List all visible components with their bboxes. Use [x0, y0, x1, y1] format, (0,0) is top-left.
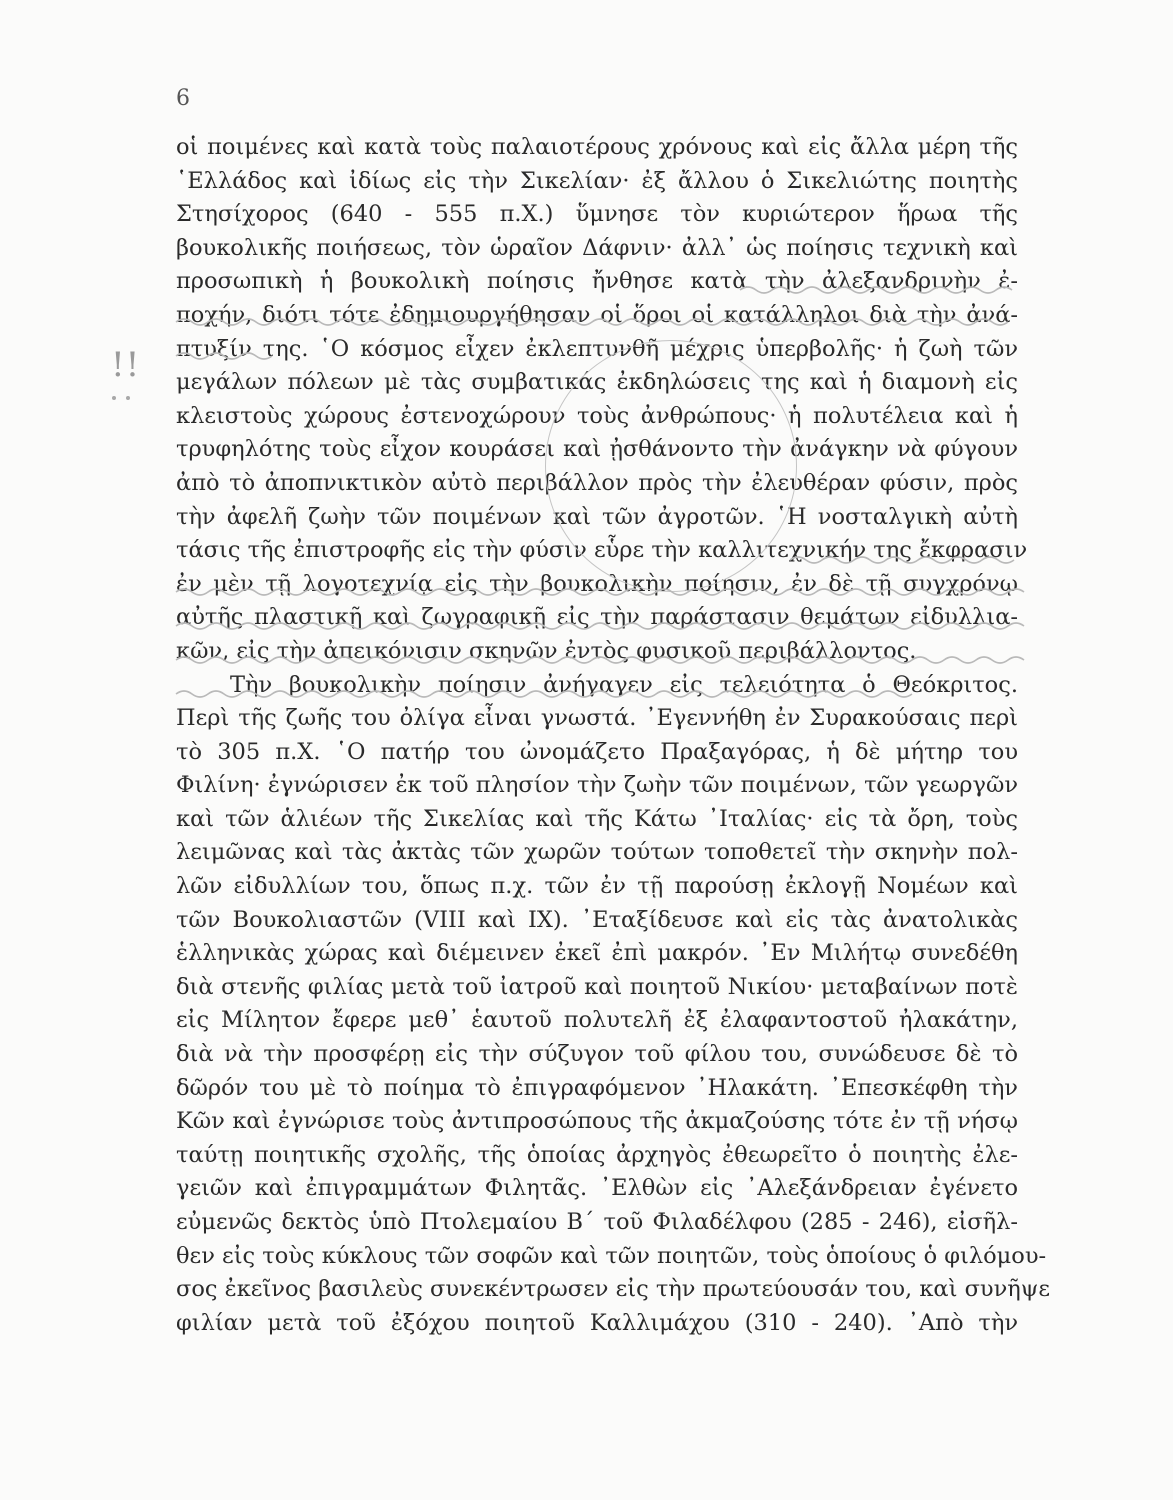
text-line: αὐτῆς πλαστικῇ καὶ ζωγραφικῇ εἰς τὴν παράστασιν θεμάτων εἰδυλλια-	[176, 604, 1018, 631]
text-line: πτυξίν της. ῾Ο κόσμος εἶχεν ἐκλεπτυνθῆ μέχρις ὑπερβολῆς· ἡ ζωὴ τῶν	[176, 335, 1018, 362]
text-line: ῾Ελλάδος καὶ ἰδίως εἰς τὴν Σικελίαν· ἐξ ἄλλου ὁ Σικελιώτης ποιητὴς	[176, 167, 1018, 194]
text-line: τῶν Βουκολιαστῶν (VIII καὶ IX). ᾿Εταξίδευσε καὶ εἰς τὰς ἀνατολικὰς	[176, 906, 1018, 933]
text-line: κλειστοὺς χώρους ἐστενοχώρουν τοὺς ἀνθρώπους· ἡ πολυτέλεια καὶ ἡ	[176, 402, 1018, 429]
text-line: κῶν, εἰς τὴν ἀπεικόνισιν σκηνῶν ἐντὸς φυσικοῦ περιβάλλοντος.	[176, 637, 917, 664]
text-line: διὰ νὰ τὴν προσφέρῃ εἰς τὴν σύζυγον τοῦ φίλου του, συνώδευσε δὲ τὸ	[176, 1041, 1018, 1068]
text-line: λῶν εἰδυλλίων του, ὅπως π.χ. τῶν ἐν τῇ παρούσῃ ἐκλογῇ Νομέων καὶ	[176, 873, 1018, 900]
text-line: Περὶ τῆς ζωῆς του ὀλίγα εἶναι γνωστά. ᾿Εγεννήθη ἐν Συρακούσαις περὶ	[176, 705, 1018, 732]
text-line: ἐν μὲν τῇ λογοτεχνίᾳ εἰς τὴν βουκολικὴν ποίησιν, ἐν δὲ τῇ συγχρόνῳ	[176, 570, 1018, 597]
text-line: λειμῶνας καὶ τὰς ἀκτὰς τῶν χωρῶν τούτων τοποθετεῖ τὴν σκηνὴν πολ-	[176, 839, 1018, 866]
text-line: ἀπὸ τὸ ἀποπνικτικὸν αὐτὸ περιβάλλον πρὸς τὴν ἐλευθέραν φύσιν, πρὸς	[176, 469, 1018, 496]
page-number: 6	[176, 86, 190, 111]
text-line: διὰ στενῆς φιλίας μετὰ τοῦ ἰατροῦ καὶ ποιητοῦ Νικίου· μεταβαίνων ποτὲ	[176, 973, 1018, 1000]
text-line: μεγάλων πόλεων μὲ τὰς συμβατικάς ἐκδηλώσεις της καὶ ἡ διαμονὴ εἰς	[176, 369, 1018, 396]
text-line: Στησίχορος (640 - 555 π.Χ.) ὕμνησε τὸν κυριώτερον ἥρωα τῆς	[176, 201, 1018, 228]
text-line: τρυφηλότης τοὺς εἶχον κουράσει καὶ ᾐσθάνοντο τὴν ἀνάγκην νὰ φύγουν	[176, 436, 1018, 463]
text-line: προσωπικὴ ἡ βουκολικὴ ποίησις ἤνθησε κατὰ τὴν ἀλεξανδρινὴν ἐ-	[176, 268, 1018, 295]
text-line: γειῶν καὶ ἐπιγραμμάτων Φιλητᾶς. ᾿Ελθὼν εἰς ᾿Αλεξάνδρειαν ἐγένετο	[176, 1175, 1018, 1202]
text-line: οἱ ποιμένες καὶ κατὰ τοὺς παλαιοτέρους χρόνους καὶ εἰς ἄλλα μέρη τῆς	[176, 134, 1018, 160]
text-line: φιλίαν μετὰ τοῦ ἐξόχου ποιητοῦ Καλλιμάχου (310 - 240). ᾿Απὸ τὴν	[176, 1309, 1018, 1336]
text-line: τάσις τῆς ἐπιστροφῆς εἰς τὴν φύσιν εὗρε τὴν καλλιτεχνικήν της ἔκφρασιν	[176, 537, 1028, 564]
text-line: εὐμενῶς δεκτὸς ὑπὸ Πτολεμαίου Β΄ τοῦ Φιλαδέλφου (285 - 246), εἰσῆλ-	[176, 1209, 1018, 1235]
margin-exclamation-mark: !!	[111, 345, 141, 385]
text-line: Φιλίνη· ἐγνώρισεν ἐκ τοῦ πλησίον τὴν ζωὴν τῶν ποιμένων, τῶν γεωργῶν	[176, 772, 1018, 799]
text-line: τὸ 305 π.Χ. ῾Ο πατήρ του ὠνομάζετο Πραξαγόρας, ἡ δὲ μήτηρ του	[176, 738, 1018, 765]
text-line: εἰς Μίλητον ἔφερε μεθ᾽ ἑαυτοῦ πολυτελῆ ἐξ ἐλαφαντοστοῦ ἠλακάτην,	[176, 1007, 1018, 1034]
text-line: καὶ τῶν ἁλιέων τῆς Σικελίας καὶ τῆς Κάτω ᾿Ιταλίας· εἰς τὰ ὄρη, τοὺς	[176, 805, 1018, 832]
text-line: σος ἐκεῖνος βασιλεὺς συνεκέντρωσεν εἰς τὴν πρωτεύουσάν του, καὶ συνῆψε	[176, 1276, 1051, 1303]
text-line: Κῶν καὶ ἐγνώρισε τοὺς ἀντιπροσώπους τῆς ἀκμαζούσης τότε ἐν τῇ νήσῳ	[176, 1108, 1018, 1135]
text-line: θεν εἰς τοὺς κύκλους τῶν σοφῶν καὶ τῶν ποιητῶν, τοὺς ὁποίους ὁ φιλόμου-	[176, 1242, 1047, 1269]
text-line: ἑλληνικὰς χώρας καὶ διέμεινεν ἐκεῖ ἐπὶ μακρόν. ᾿Εν Μιλήτῳ συνεδέθη	[176, 940, 1018, 967]
text-line: βουκολικῆς ποιήσεως, τὸν ὡραῖον Δάφνιν· ἀλλ᾽ ὡς ποίησις τεχνικὴ καὶ	[176, 234, 1018, 261]
text-line: ταύτῃ ποιητικῆς σχολῆς, τῆς ὁποίας ἀρχηγὸς ἐθεωρεῖτο ὁ ποιητὴς ἐλε-	[176, 1141, 1018, 1168]
text-line: Τὴν βουκολικὴν ποίησιν ἀνήγαγεν εἰς τελειότητα ὁ Θεόκριτος.	[230, 671, 1018, 698]
text-line: δῶρόν του μὲ τὸ ποίημα τὸ ἐπιγραφόμενον ᾿Ηλακάτη. ᾿Επεσκέφθη τὴν	[176, 1074, 1018, 1101]
body-text	[176, 131, 1051, 1340]
text-line: τὴν ἀφελῆ ζωὴν τῶν ποιμένων καὶ τῶν ἀγροτῶν. ῾Η νοσταλγικὴ αὐτὴ	[176, 503, 1018, 530]
text-line: ποχήν, διότι τότε ἐδημιουργήθησαν οἱ ὅροι οἱ κατάλληλοι διὰ τὴν ἀνά-	[176, 301, 1018, 328]
